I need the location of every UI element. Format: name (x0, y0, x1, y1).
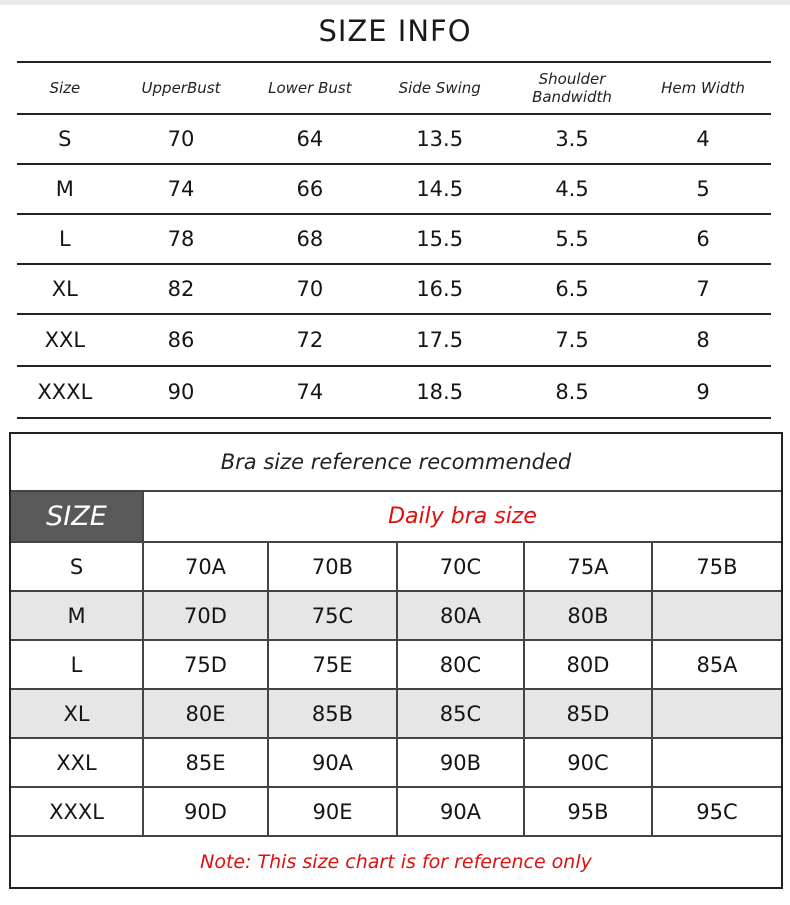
cell-size: S (58, 127, 72, 151)
cell-size: XXL (44, 328, 86, 352)
cell-shoulder-bandwidth: 3.5 (555, 127, 589, 151)
cell-size: XXXL (37, 380, 93, 404)
cell-bra-size: 75D (144, 641, 269, 688)
cell-bra-size: 90D (144, 788, 269, 835)
cell-upper-bust: 74 (167, 177, 195, 201)
table-row (17, 367, 771, 419)
header-upper-bust: UpperBust (141, 79, 221, 97)
cell-bra-size: 85E (144, 739, 269, 786)
cell-bra-size: 70B (269, 543, 398, 590)
cell-hem-width: 7 (696, 277, 710, 301)
cell-bra-size: 90C (525, 739, 653, 786)
table-row (17, 215, 771, 265)
cell-bra-size: 85D (525, 690, 653, 737)
table-row (17, 315, 771, 367)
reference-note: Note: This size chart is for reference only (200, 851, 592, 873)
cell-shoulder-bandwidth: 8.5 (555, 380, 589, 404)
cell-side-swing: 17.5 (416, 328, 464, 352)
cell-size: L (58, 227, 71, 251)
cell-upper-bust: 78 (167, 227, 195, 251)
cell-bra-size: 80D (525, 641, 653, 688)
cell-upper-bust: 90 (167, 380, 195, 404)
header-shoulder-bandwidth: Shoulder Bandwidth (532, 70, 612, 106)
cell-lower-bust: 70 (296, 277, 324, 301)
cell-size: XL (51, 277, 78, 301)
table-row (17, 165, 771, 215)
cell-bra-size: 70A (144, 543, 269, 590)
cell-upper-bust: 70 (167, 127, 195, 151)
cell-shoulder-bandwidth: 7.5 (555, 328, 589, 352)
header-side-swing: Side Swing (398, 79, 481, 97)
bra-header-row (11, 492, 781, 543)
cell-shoulder-bandwidth: 4.5 (555, 177, 589, 201)
size-column-header: SIZE (11, 492, 144, 541)
cell-size: M (11, 592, 144, 639)
top-divider-bar (0, 0, 790, 5)
cell-shoulder-bandwidth: 5.5 (555, 227, 589, 251)
cell-lower-bust: 64 (296, 127, 324, 151)
cell-bra-size: 85B (269, 690, 398, 737)
cell-side-swing: 16.5 (416, 277, 464, 301)
cell-hem-width: 4 (696, 127, 710, 151)
cell-bra-size: 90E (269, 788, 398, 835)
cell-side-swing: 14.5 (416, 177, 464, 201)
cell-bra-size: 80E (144, 690, 269, 737)
cell-bra-size (653, 739, 781, 786)
header-size: Size (49, 79, 81, 97)
cell-hem-width: 9 (696, 380, 710, 404)
table-row (11, 592, 781, 641)
daily-bra-size-header: Daily bra size (388, 504, 537, 529)
table-row (11, 739, 781, 788)
cell-upper-bust: 86 (167, 328, 195, 352)
cell-size: XXXL (11, 788, 144, 835)
cell-bra-size: 95B (525, 788, 653, 835)
cell-bra-size: 70D (144, 592, 269, 639)
cell-size: L (11, 641, 144, 688)
cell-bra-size: 80A (398, 592, 525, 639)
cell-bra-size: 90A (398, 788, 525, 835)
table-row (17, 265, 771, 315)
cell-bra-size (653, 592, 781, 639)
bra-table-body (11, 543, 781, 837)
cell-bra-size: 75E (269, 641, 398, 688)
table-row (11, 690, 781, 739)
cell-size: M (55, 177, 74, 201)
table-row (11, 543, 781, 592)
cell-side-swing: 15.5 (416, 227, 464, 251)
cell-bra-size: 95C (696, 799, 738, 824)
cell-side-swing: 18.5 (416, 380, 464, 404)
cell-bra-size (653, 690, 781, 737)
cell-lower-bust: 68 (296, 227, 324, 251)
cell-bra-size: 75A (525, 543, 653, 590)
cell-bra-size: 75C (269, 592, 398, 639)
cell-bra-size: 80B (525, 592, 653, 639)
cell-size: XL (11, 690, 144, 737)
bra-size-reference-table (9, 432, 783, 889)
cell-size: S (11, 543, 144, 590)
cell-bra-size: 90A (269, 739, 398, 786)
cell-lower-bust: 74 (296, 380, 324, 404)
table-row (11, 641, 781, 690)
cell-bra-size: 80C (398, 641, 525, 688)
header-hem-width: Hem Width (661, 79, 745, 97)
cell-bra-size: 90B (398, 739, 525, 786)
cell-bra-size: 85A (696, 652, 738, 677)
cell-hem-width: 6 (696, 227, 710, 251)
table-row (17, 115, 771, 165)
cell-bra-size: 70C (398, 543, 525, 590)
cell-lower-bust: 72 (296, 328, 324, 352)
cell-size: XXL (11, 739, 144, 786)
cell-side-swing: 13.5 (416, 127, 464, 151)
table-row (11, 788, 781, 837)
cell-hem-width: 5 (696, 177, 710, 201)
size-info-title: SIZE INFO (318, 14, 472, 48)
bra-reference-title: Bra size reference recommended (11, 434, 781, 492)
size-info-header-row (17, 61, 771, 115)
cell-hem-width: 8 (696, 328, 710, 352)
cell-lower-bust: 66 (296, 177, 324, 201)
header-lower-bust: Lower Bust (268, 79, 352, 97)
size-info-table (17, 61, 771, 419)
cell-shoulder-bandwidth: 6.5 (555, 277, 589, 301)
cell-bra-size: 85C (398, 690, 525, 737)
cell-upper-bust: 82 (167, 277, 195, 301)
cell-bra-size: 75B (696, 554, 738, 579)
